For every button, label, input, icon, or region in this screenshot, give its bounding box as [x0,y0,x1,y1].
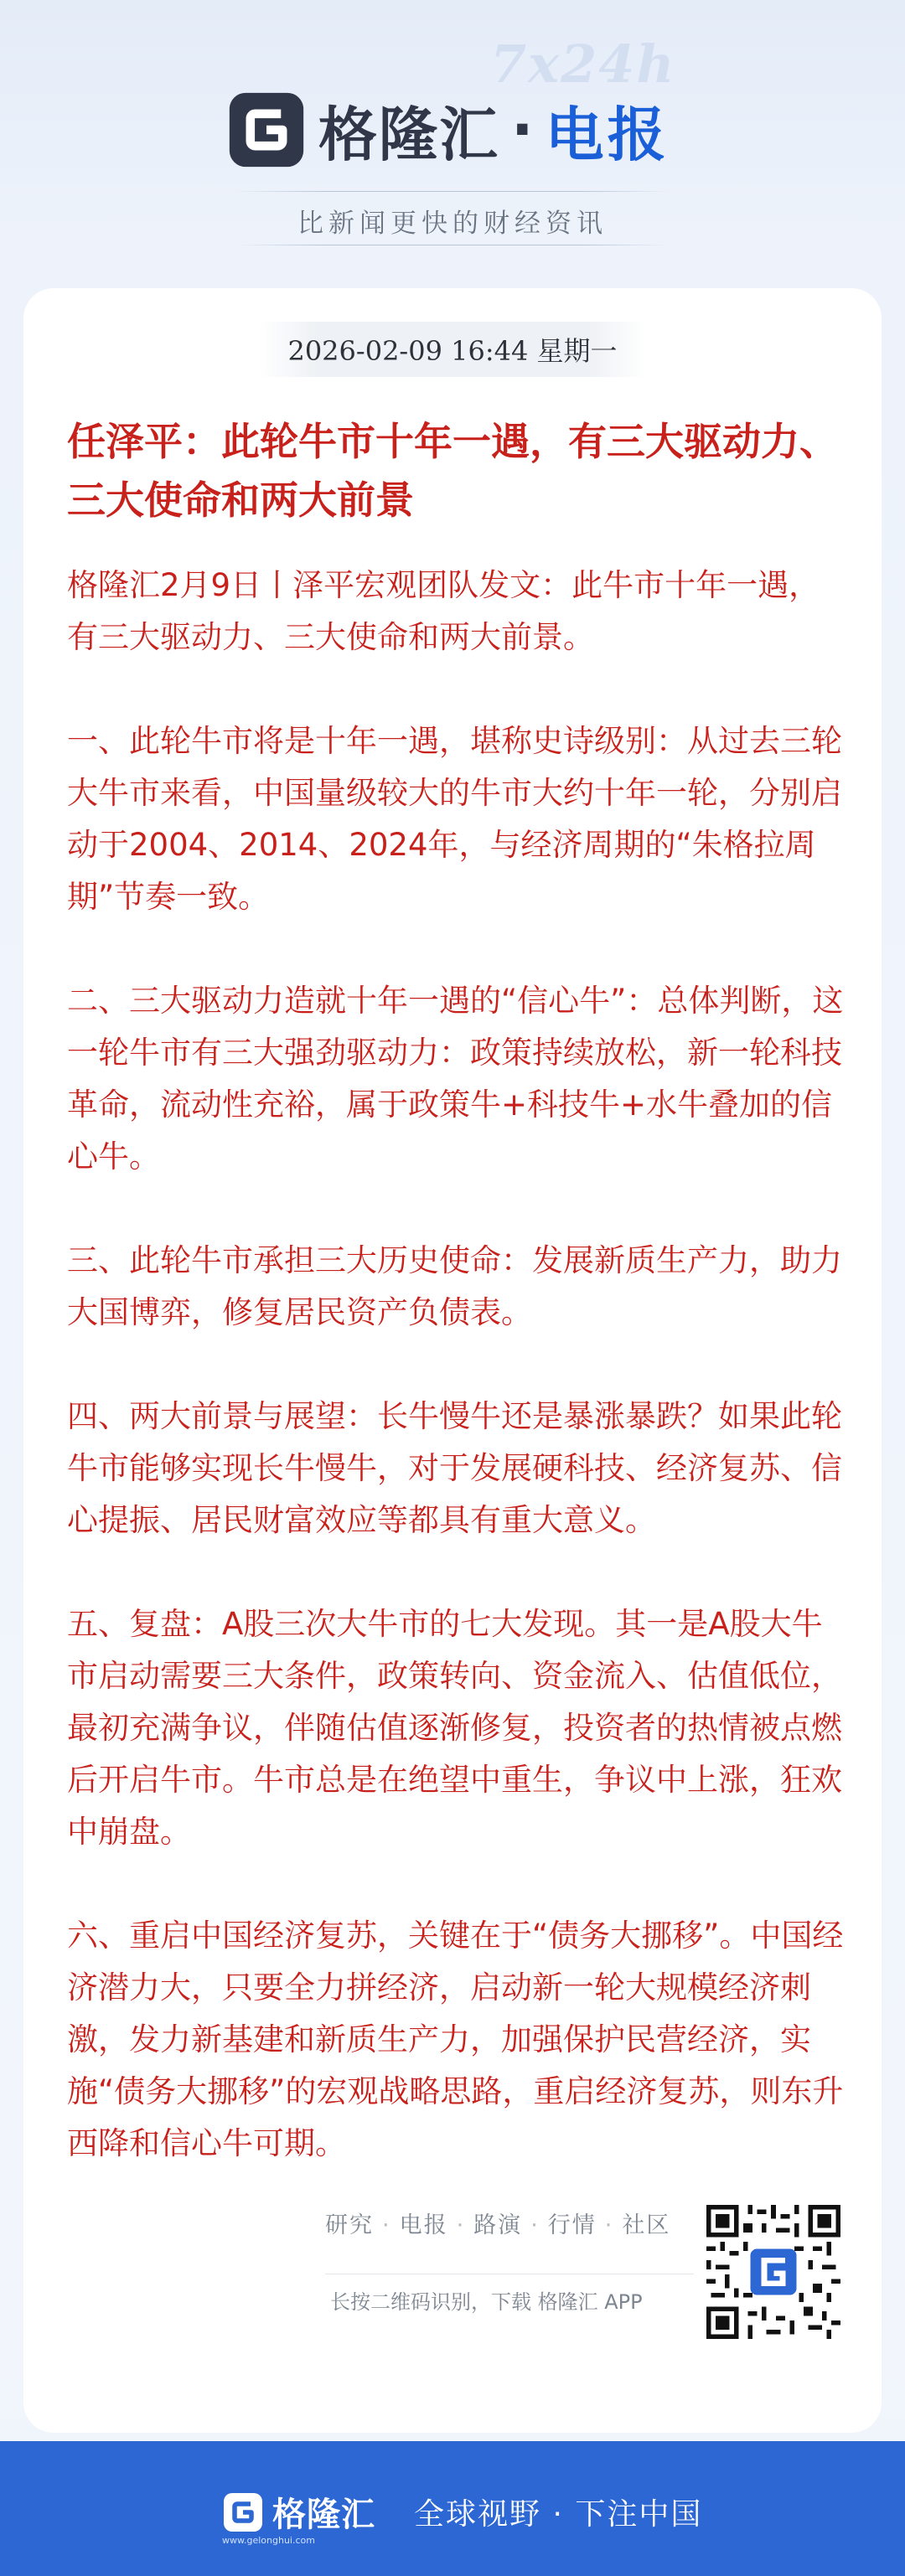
bottom-brand-group [222,2488,702,2536]
footer-link-market[interactable]: 行情 [547,2212,597,2238]
footer-links [325,2207,670,2239]
publish-datetime: 2026-02-09 16:44 星期一 [259,322,645,377]
brand-logo-group [226,84,670,176]
watermark-7x24h: 7x24h [490,34,676,95]
article-paragraph: 三、此轮牛市承担三大历史使命：发展新质生产力，助力大国博弈，修复居民资产负债表。 [67,1242,842,1330]
product-name: 电报 [545,100,670,169]
footer-link-research[interactable]: 研究 [325,2212,374,2238]
bottom-brand-url: www.gelonghui.com [222,2535,315,2546]
footer-link-separator: · [604,2212,614,2238]
article-title: 任泽平：此轮牛市十年一遇，有三大驱动力、三大使命和两大前景 [67,419,838,523]
brand-separator: · [511,96,534,164]
footer-link-telegraph[interactable]: 电报 [399,2212,448,2238]
brand-name: 格隆汇 [318,100,499,169]
gelonghui-logo-icon [222,2491,264,2533]
footer-link-community[interactable]: 社区 [622,2212,671,2238]
qr-code-icon[interactable] [706,2205,840,2339]
tagline-box [235,191,670,246]
bottom-bar [0,2441,905,2576]
bottom-slogan: 全球视野 · 下注中国 [414,2497,703,2532]
article-card [23,288,882,2433]
header [0,0,905,285]
article-body [67,560,848,2222]
footer-link-roadshow[interactable]: 路演 [473,2212,523,2238]
article-paragraph: 二、三大驱动力造就十年一遇的“信心牛”：总体判断，这一轮牛市有三大强劲驱动力：政策持续放松，新一轮科技革命，流动性充裕，属于政策牛+科技牛+水牛叠加的信心牛。 [67,983,844,1174]
footer-note: 长按二维码识别，下载 格隆汇 APP [330,2290,643,2314]
tagline-top-rule [235,191,670,192]
footer-link-separator: · [530,2212,540,2238]
footer-link-separator: · [456,2212,466,2238]
article-paragraph: 格隆汇2月9日丨泽平宏观团队发文：此牛市十年一遇，有三大驱动力、三大使命和两大前景。 [67,567,820,655]
bottom-brand-name: 格隆汇 [272,2496,375,2534]
article-paragraph: 四、两大前景与展望：长牛慢牛还是暴涨暴跌？如果此轮牛市能够实现长牛慢牛，对于发展硬科技、经济复苏、信心提振、居民财富效应等都具有重大意义。 [67,1398,842,1538]
article-paragraph: 六、重启中国经济复苏，关键在于“债务大挪移”。中国经济潜力大，只要全力拼经济，启动新一轮大规模经济刺激，发力新基建和新质生产力，加强保护民营经济，实施“债务大挪移”的宏观战略思路，重启经济复苏，则东升西降和信心牛可期。 [67,1918,844,2161]
date-badge [23,322,882,377]
tagline: 比新闻更快的财经资讯 [297,209,608,239]
footer-link-separator: · [382,2212,391,2238]
gelonghui-logo-icon [226,90,307,170]
article-paragraph: 五、复盘：A股三次大牛市的七大发现。其一是A股大牛市启动需要三大条件，政策转向、资金流入、估值低位，最初充满争议，伴随估值逐渐修复，投资者的热情被点燃后开启牛市。牛市总是在绝望中重生，争议中上涨，狂欢中崩盘。 [67,1606,842,1850]
article-paragraph: 一、此轮牛市将是十年一遇，堪称史诗级别：从过去三轮大牛市来看，中国量级较大的牛市大约十年一轮，分别启动于2004、2014、2024年，与经济周期的“朱格拉周期”节奏一致。 [67,723,842,915]
